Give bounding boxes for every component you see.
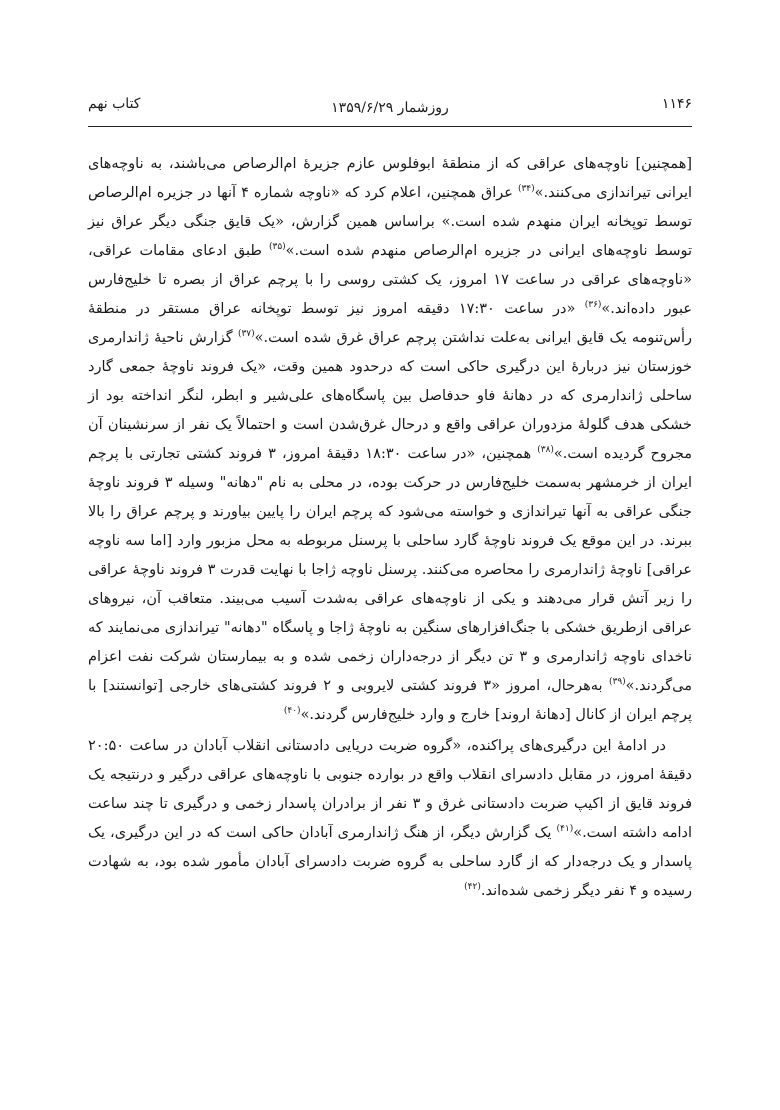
text-segment: گزارش ناحیهٔ ژاندارمری خوزستان نیز دربارهٔ این درگیری حاکی است که درحدود همین وقت، «یک فروند ناوچهٔ جمعی گارد ساحلی ژاندارمری که در دهانهٔ فاو حدفاصل بین پاسگاه‌های علی‌شیر و ابطر، لنگر انداخته بود از خشکی هدف گلولهٔ مزدوران عراقی واقع و درحال غرق‌شدن است و احتمالاً یک نفر از سرنشینان آن مجروح گردیده است.» (88, 330, 692, 462)
text-segment: همچنین، «در ساعت ۱۸:۳۰ دقیقهٔ امروز، ۳ فروند کشتی تجارتی با پرچم ایران از خرمشهر به‌سمت خلیج‌فارس در حرکت بوده، در محلی به نام "دهانه" وسیله ۳ فروند ناوچهٔ جنگی عراقی به آنها تیراندازی و خواسته می‌شود که پرچم ایران را پایین بیاورند و پرچم عراق را بالا ببرند. در این موقع یک فروند ناوچهٔ گارد ساحلی با پرسنل مربوطه به محل مزبور وارد [اما سه ناوچه عراقی] ناوچهٔ ژاندارمری را محاصره می‌کنند. پرسنل ناوچه ژاجا با نهایت قدرت ۳ فروند ناوچهٔ عراقی را زیر آتش قرار می‌دهند و یکی از ناوچه‌های عراقی به‌شدت آسیب می‌بیند. متعاقب آن، نیروهای عراقی ازطریق خشکی با جنگ‌افزارهای سنگین به ناوچهٔ ژاجا و پاسگاه "دهانه" تیراندازی می‌نمایند که ناخدای ناوچه ژاندارمری و ۳ تن دیگر از درجه‌داران زخمی شده و به بیمارستان شرکت نفت اعزام می‌گردند.» (88, 446, 693, 694)
footnote-ref-35: (۳۵) (268, 242, 286, 253)
running-title: روزشمار ۱۳۵۹/۶/۲۹ (331, 100, 449, 116)
footnote-ref-37: (۳۷) (237, 329, 255, 340)
footnote-ref-36: (۳۶) (584, 300, 602, 311)
footnote-ref-42: (۴۲) (464, 882, 481, 893)
paragraph-2 (88, 732, 692, 906)
text-segment: طبق ادعای مقامات عراقی، «ناوچه‌های عراقی در ساعت ۱۷ امروز، یک کشتی روسی را با پرچم عراق از بصره تا خلیج‌فارس عبور داده‌اند.» (88, 243, 692, 317)
footnote-ref-39: (۳۹) (608, 677, 626, 688)
text-segment: یک گزارش دیگر، از هنگ ژاندارمری آبادان حاکی است که در این درگیری، یک پاسدار و یک درجه‌دار که از گارد ساحلی به گروه ضربت دادسرای آبادان مأمور شده بود، به شهادت رسیده و ۴ نفر دیگر زخمی شده‌اند. (88, 825, 692, 899)
text-segment: به‌هرحال، امروز «۳ فروند کشتی لایروبی و ۲ فروند کشتی‌های خارجی [توانستند] با پرچم ایران از کانال [دهانهٔ اروند] خارج و وارد خلیج‌فارس گردند.» (88, 678, 692, 723)
footnote-ref-41: (۴۱) (556, 824, 574, 835)
page-header (88, 92, 692, 124)
text-segment: در ادامهٔ این درگیری‌های پراکنده، «گروه ضربت دریایی دادستانی انقلاب آبادان در ساعت ۲۰:۵۰ دقیقهٔ امروز، در مقابل دادسرای انقلاب واقع در بوارده جنوبی با ناوچه‌های عراقی درگیر و درنتیجه یک فروند قایق از اکیپ ضربت دادستانی غرق و ۳ نفر از برادران پاسدار زخمی و درگیری تا چند ساعت ادامه داشته است.» (88, 738, 692, 841)
text-segment: [همچنین] ناوچه‌های عراقی که از منطقهٔ ابوفلوس عازم جزیرهٔ ام‌الرصاص می‌باشند، به ناوچه‌های ایرانی تیراندازی می‌کنند.» (88, 156, 693, 201)
paragraph-1 (88, 150, 692, 730)
body-text (88, 150, 692, 906)
footnote-ref-38: (۳۸) (537, 445, 554, 456)
text-segment: «در ساعت ۱۷:۳۰ دقیقه امروز نیز توسط توپخانه عراق مستقر در منطقهٔ رأس‌تنومه یک قایق ایرانی به‌علت نداشتن پرچم عراق غرق شده است.» (88, 301, 692, 346)
page-number: ۱۱۴۶ (661, 96, 692, 112)
book-title: کتاب نهم (88, 96, 141, 112)
footnote-ref-40: (۴۰) (283, 706, 301, 717)
footnote-ref-34: (۳۴) (517, 184, 535, 195)
text-segment: عراق همچنین، اعلام کرد که «ناوچه شماره ۴ آنها در جزیره ام‌الرصاص توسط توپخانه ایران منهدم شده است.» براساس همین گزارش، «یک قایق جنگی دیگر عراق نیز توسط ناوچه‌های ایرانی در جزیره ام‌الرصاص منهدم شده است.» (88, 185, 692, 259)
header-rule (88, 126, 692, 127)
